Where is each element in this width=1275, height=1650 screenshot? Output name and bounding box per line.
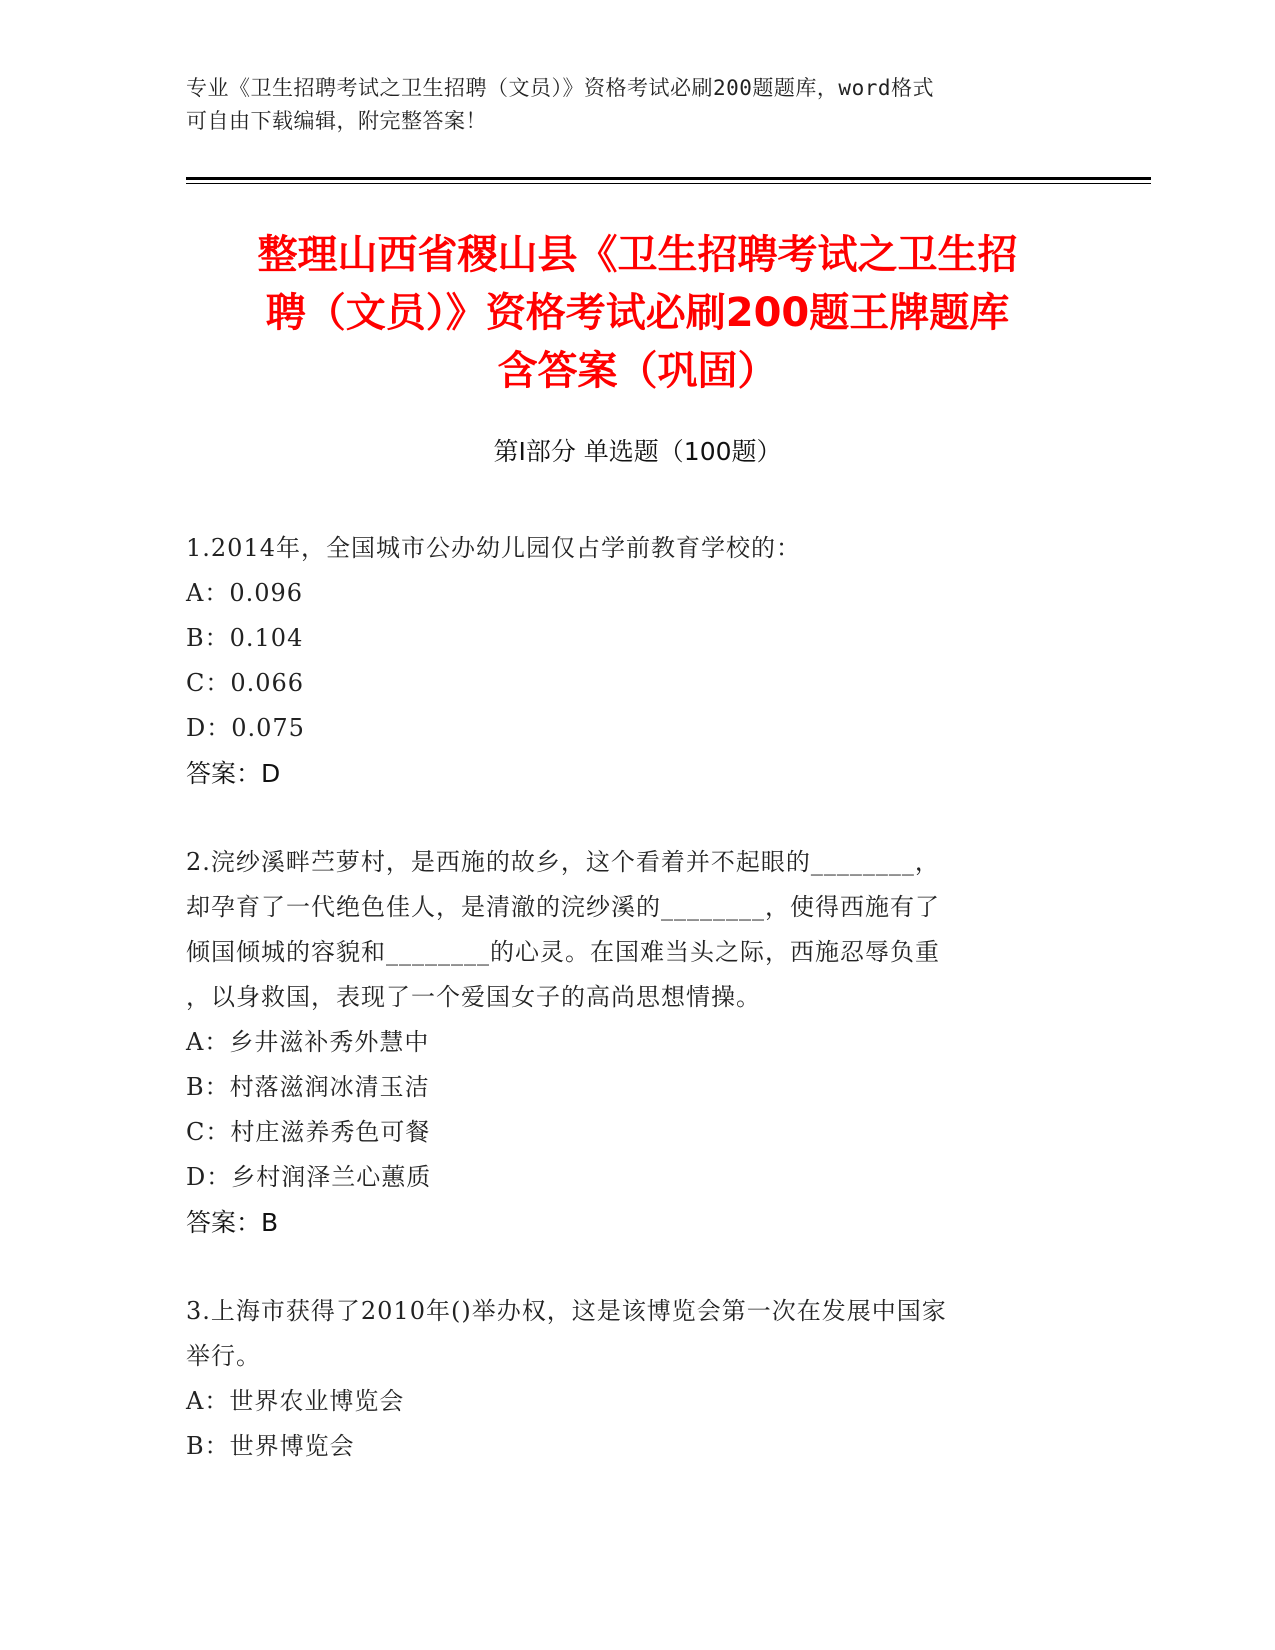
document-title-line: 整理山西省稷山县《卫生招聘考试之卫生招 xyxy=(257,232,1018,278)
answer: 答案：D xyxy=(186,759,281,788)
question-stem: 举行。 xyxy=(186,1342,261,1370)
header-divider-thick xyxy=(186,177,1151,180)
option-c: C：0.066 xyxy=(186,669,305,697)
header-divider-thin xyxy=(186,183,1151,184)
question-stem: 倾国倾城的容貌和________的心灵。在国难当头之际，西施忍辱负重 xyxy=(186,938,940,966)
question-stem: 却孕育了一代绝色佳人，是清澈的浣纱溪的________，使得西施有了 xyxy=(186,893,940,921)
header-note-line: 可自由下载编辑，附完整答案！ xyxy=(186,109,487,133)
option-a: A：世界农业博览会 xyxy=(186,1387,405,1415)
question-stem: 3.上海市获得了2010年()举办权，这是该博览会第一次在发展中国家 xyxy=(186,1297,947,1325)
header-note xyxy=(186,72,1066,138)
option-d: D：0.075 xyxy=(186,714,305,742)
option-b: B：村落滋润冰清玉洁 xyxy=(186,1073,430,1101)
header-note-line: 专业《卫生招聘考试之卫生招聘（文员）》资格考试必刷200题题库，word格式 xyxy=(186,76,934,100)
option-d: D：乡村润泽兰心蕙质 xyxy=(186,1163,432,1191)
option-b: B：世界博览会 xyxy=(186,1432,355,1460)
question-1 xyxy=(186,526,1086,796)
question-stem: 2.浣纱溪畔苎萝村，是西施的故乡，这个看着并不起眼的________， xyxy=(186,848,940,876)
document-title-line: 聘（文员）》资格考试必刷200题王牌题库 xyxy=(265,290,1010,336)
question-stem: 1.2014年，全国城市公办幼儿园仅占学前教育学校的： xyxy=(186,534,801,562)
document-title xyxy=(186,226,1089,400)
document-title-line: 含答案（巩固） xyxy=(497,348,778,394)
answer: 答案：B xyxy=(186,1208,279,1237)
question-2 xyxy=(186,840,1086,1245)
option-a: A：乡井滋补秀外慧中 xyxy=(186,1028,430,1056)
question-stem: ，以身救国，表现了一个爱国女子的高尚思想情操。 xyxy=(186,983,761,1011)
option-c: C：村庄滋养秀色可餐 xyxy=(186,1118,431,1146)
option-a: A：0.096 xyxy=(186,579,304,607)
question-3 xyxy=(186,1289,1086,1469)
question-list xyxy=(186,526,1086,1513)
section-heading: 第Ⅰ部分 单选题（100题） xyxy=(493,437,782,466)
option-b: B：0.104 xyxy=(186,624,304,652)
